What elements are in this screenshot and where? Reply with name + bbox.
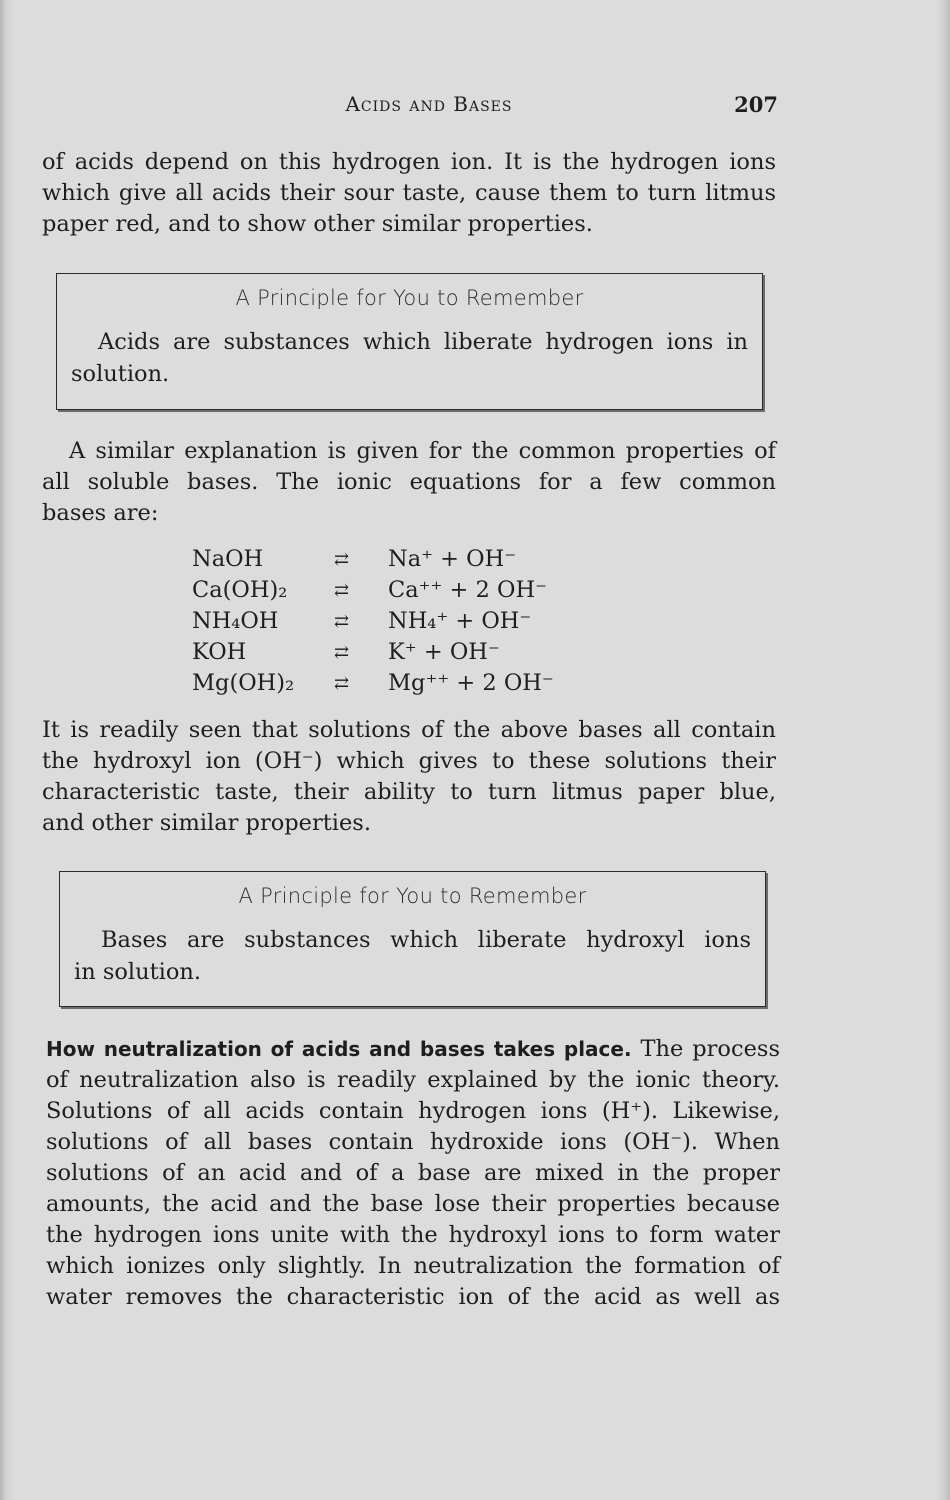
principle-line: Acids are substances which liberate hydrogen ions in bbox=[98, 329, 748, 355]
text-line: A similar explanation is given for the common properties of bbox=[69, 438, 776, 464]
equation-reactant: NH₄OH bbox=[192, 608, 279, 634]
page-header bbox=[42, 92, 778, 120]
principle-title: A Principle for You to Remember bbox=[235, 286, 584, 310]
equation-products: K⁺ + OH⁻ bbox=[388, 639, 500, 665]
equation-products: Na⁺ + OH⁻ bbox=[388, 546, 517, 572]
equation-products: Mg⁺⁺ + 2 OH⁻ bbox=[388, 670, 554, 696]
paragraph-bases-intro bbox=[42, 436, 776, 529]
equation-row bbox=[192, 668, 612, 699]
text-line: bases are: bbox=[42, 500, 159, 526]
text-line: characteristic taste, their ability to turn litmus paper blue, bbox=[42, 779, 776, 805]
text-line: of neutralization also is readily explained by the ionic theory. bbox=[46, 1067, 780, 1093]
text-fragment: The process bbox=[640, 1036, 780, 1062]
equation-reactant: Ca(OH)₂ bbox=[192, 577, 288, 603]
equation-row bbox=[192, 544, 612, 575]
equilibrium-arrow-icon: ⇄ bbox=[334, 642, 350, 663]
equilibrium-arrow-icon: ⇄ bbox=[334, 611, 350, 632]
text-line: It is readily seen that solutions of the above bases all contain bbox=[42, 717, 776, 743]
text-line: the hydrogen ions unite with the hydroxyl ions to form water bbox=[46, 1222, 780, 1248]
text-line: water removes the characteristic ion of the acid as well as bbox=[46, 1284, 780, 1310]
running-title: Acids and Bases bbox=[345, 92, 513, 116]
equilibrium-arrow-icon: ⇄ bbox=[334, 549, 350, 570]
text-line: which give all acids their sour taste, cause them to turn litmus bbox=[42, 180, 776, 206]
paragraph-hydroxyl-ion bbox=[42, 715, 776, 839]
principle-line: in solution. bbox=[74, 959, 202, 985]
page-number: 207 bbox=[734, 92, 778, 117]
principle-line: Bases are substances which liberate hydroxyl ions bbox=[101, 927, 751, 953]
text-line: and other similar properties. bbox=[42, 810, 371, 836]
text-line: the hydroxyl ion (OH⁻) which gives to these solutions their bbox=[42, 748, 776, 774]
principle-text bbox=[74, 924, 751, 988]
principle-text bbox=[71, 326, 748, 390]
equation-reactant: Mg(OH)₂ bbox=[192, 670, 295, 696]
paragraph-hydrogen-ions bbox=[42, 147, 776, 240]
equation-reactant: KOH bbox=[192, 639, 247, 665]
equation-reactant: NaOH bbox=[192, 546, 264, 572]
equilibrium-arrow-icon: ⇄ bbox=[334, 673, 350, 694]
principle-box-bases bbox=[59, 871, 766, 1007]
paragraph-neutralization bbox=[46, 1034, 780, 1313]
text-line: amounts, the acid and the base lose their properties because bbox=[46, 1191, 780, 1217]
text-line: Solutions of all acids contain hydrogen ions (H⁺). Likewise, bbox=[46, 1098, 780, 1124]
text-line: of acids depend on this hydrogen ion. It is the hydrogen ions bbox=[42, 149, 776, 175]
text-line: solutions of an acid and of a base are mixed in the proper bbox=[46, 1160, 780, 1186]
principle-line: solution. bbox=[71, 361, 170, 387]
principle-box-acids bbox=[56, 273, 763, 410]
ionic-equations bbox=[192, 544, 612, 699]
text-line bbox=[46, 1034, 780, 1065]
equation-products: Ca⁺⁺ + 2 OH⁻ bbox=[388, 577, 547, 603]
text-line: all soluble bases. The ionic equations for a few common bbox=[42, 469, 776, 495]
equation-products: NH₄⁺ + OH⁻ bbox=[388, 608, 532, 634]
section-heading: How neutralization of acids and bases takes place. bbox=[46, 1037, 632, 1061]
equation-row bbox=[192, 606, 612, 637]
text-line: paper red, and to show other similar properties. bbox=[42, 211, 593, 237]
text-line: which ionizes only slightly. In neutralization the formation of bbox=[46, 1253, 780, 1279]
equilibrium-arrow-icon: ⇄ bbox=[334, 580, 350, 601]
principle-title: A Principle for You to Remember bbox=[238, 884, 587, 908]
equation-row bbox=[192, 637, 612, 668]
equation-row bbox=[192, 575, 612, 606]
text-line: solutions of all bases contain hydroxide ions (OH⁻). When bbox=[46, 1129, 780, 1155]
